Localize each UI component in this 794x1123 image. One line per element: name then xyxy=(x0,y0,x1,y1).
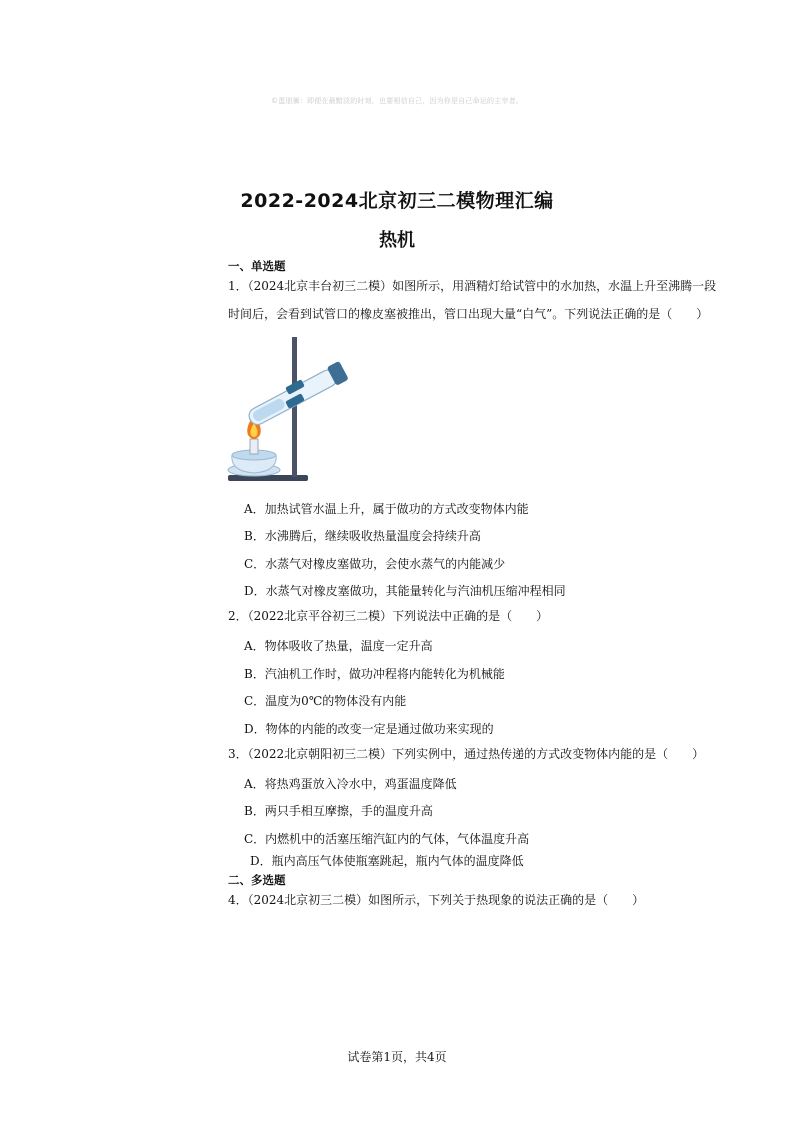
question-1-stem: 1．（2024北京丰台初三二模）如图所示，用酒精灯给试管中的水加热，水温上升至沸腾一段时间后，会看到试管口的橡皮塞被推出，管口出现大量“白气”。下列说法正确的是（ ） xyxy=(228,279,717,321)
question-2-option-c: C．温度为0℃的物体没有内能 xyxy=(244,694,407,708)
question-3-option-d: D．瓶内高压气体使瓶塞跳起，瓶内气体的温度降低 xyxy=(250,854,524,868)
question-2-option-a: A．物体吸收了热量，温度一定升高 xyxy=(244,639,433,653)
question-1-option-d: D．水蒸气对橡皮塞做功，其能量转化与汽油机压缩冲程相同 xyxy=(244,584,566,598)
page-footer: 试卷第1页，共4页 xyxy=(347,1050,447,1064)
document-subtitle: 热机 xyxy=(379,230,415,251)
question-2-option-d: D．物体的内能的改变一定是通过做功来实现的 xyxy=(244,722,494,736)
question-3-option-b: B．两只手相互摩擦，手的温度升高 xyxy=(244,804,433,818)
question-3-option-c: C．内燃机中的活塞压缩汽缸内的气体，气体温度升高 xyxy=(244,832,530,846)
section-heading-single-choice: 一、单选题 xyxy=(228,259,286,273)
question-2-stem: 2．（2022北京平谷初三二模）下列说法中正确的是（ ） xyxy=(228,609,549,623)
document-title: 2022-2024北京初三二模物理汇编 xyxy=(240,190,554,212)
question-3-stem: 3．（2022北京朝阳初三二模）下列实例中，通过热传递的方式改变物体内能的是（ ） xyxy=(228,747,705,761)
question-2-option-b: B．汽油机工作时，做功冲程将内能转化为机械能 xyxy=(244,667,505,681)
question-3-option-a: A．将热鸡蛋放入冷水中，鸡蛋温度降低 xyxy=(244,777,457,791)
question-1-option-b: B．水沸腾后，继续吸收热量温度会持续升高 xyxy=(244,529,481,543)
question-1-option-a: A．加热试管水温上升，属于做功的方式改变物体内能 xyxy=(244,502,529,516)
alcohol-lamp-test-tube-figure xyxy=(226,335,366,489)
question-4-stem: 4．（2024北京初三二模）如图所示，下列关于热现象的说法正确的是（ ） xyxy=(228,893,645,907)
watermark: ©蛋朋狮：即便在最黯淡的时刻，也要相信自己，因为你是自己命运的主宰者。 xyxy=(271,97,523,105)
section-heading-multi-choice: 二、多选题 xyxy=(228,873,286,887)
question-1-option-c: C．水蒸气对橡皮塞做功，会使水蒸气的内能减少 xyxy=(244,557,506,571)
